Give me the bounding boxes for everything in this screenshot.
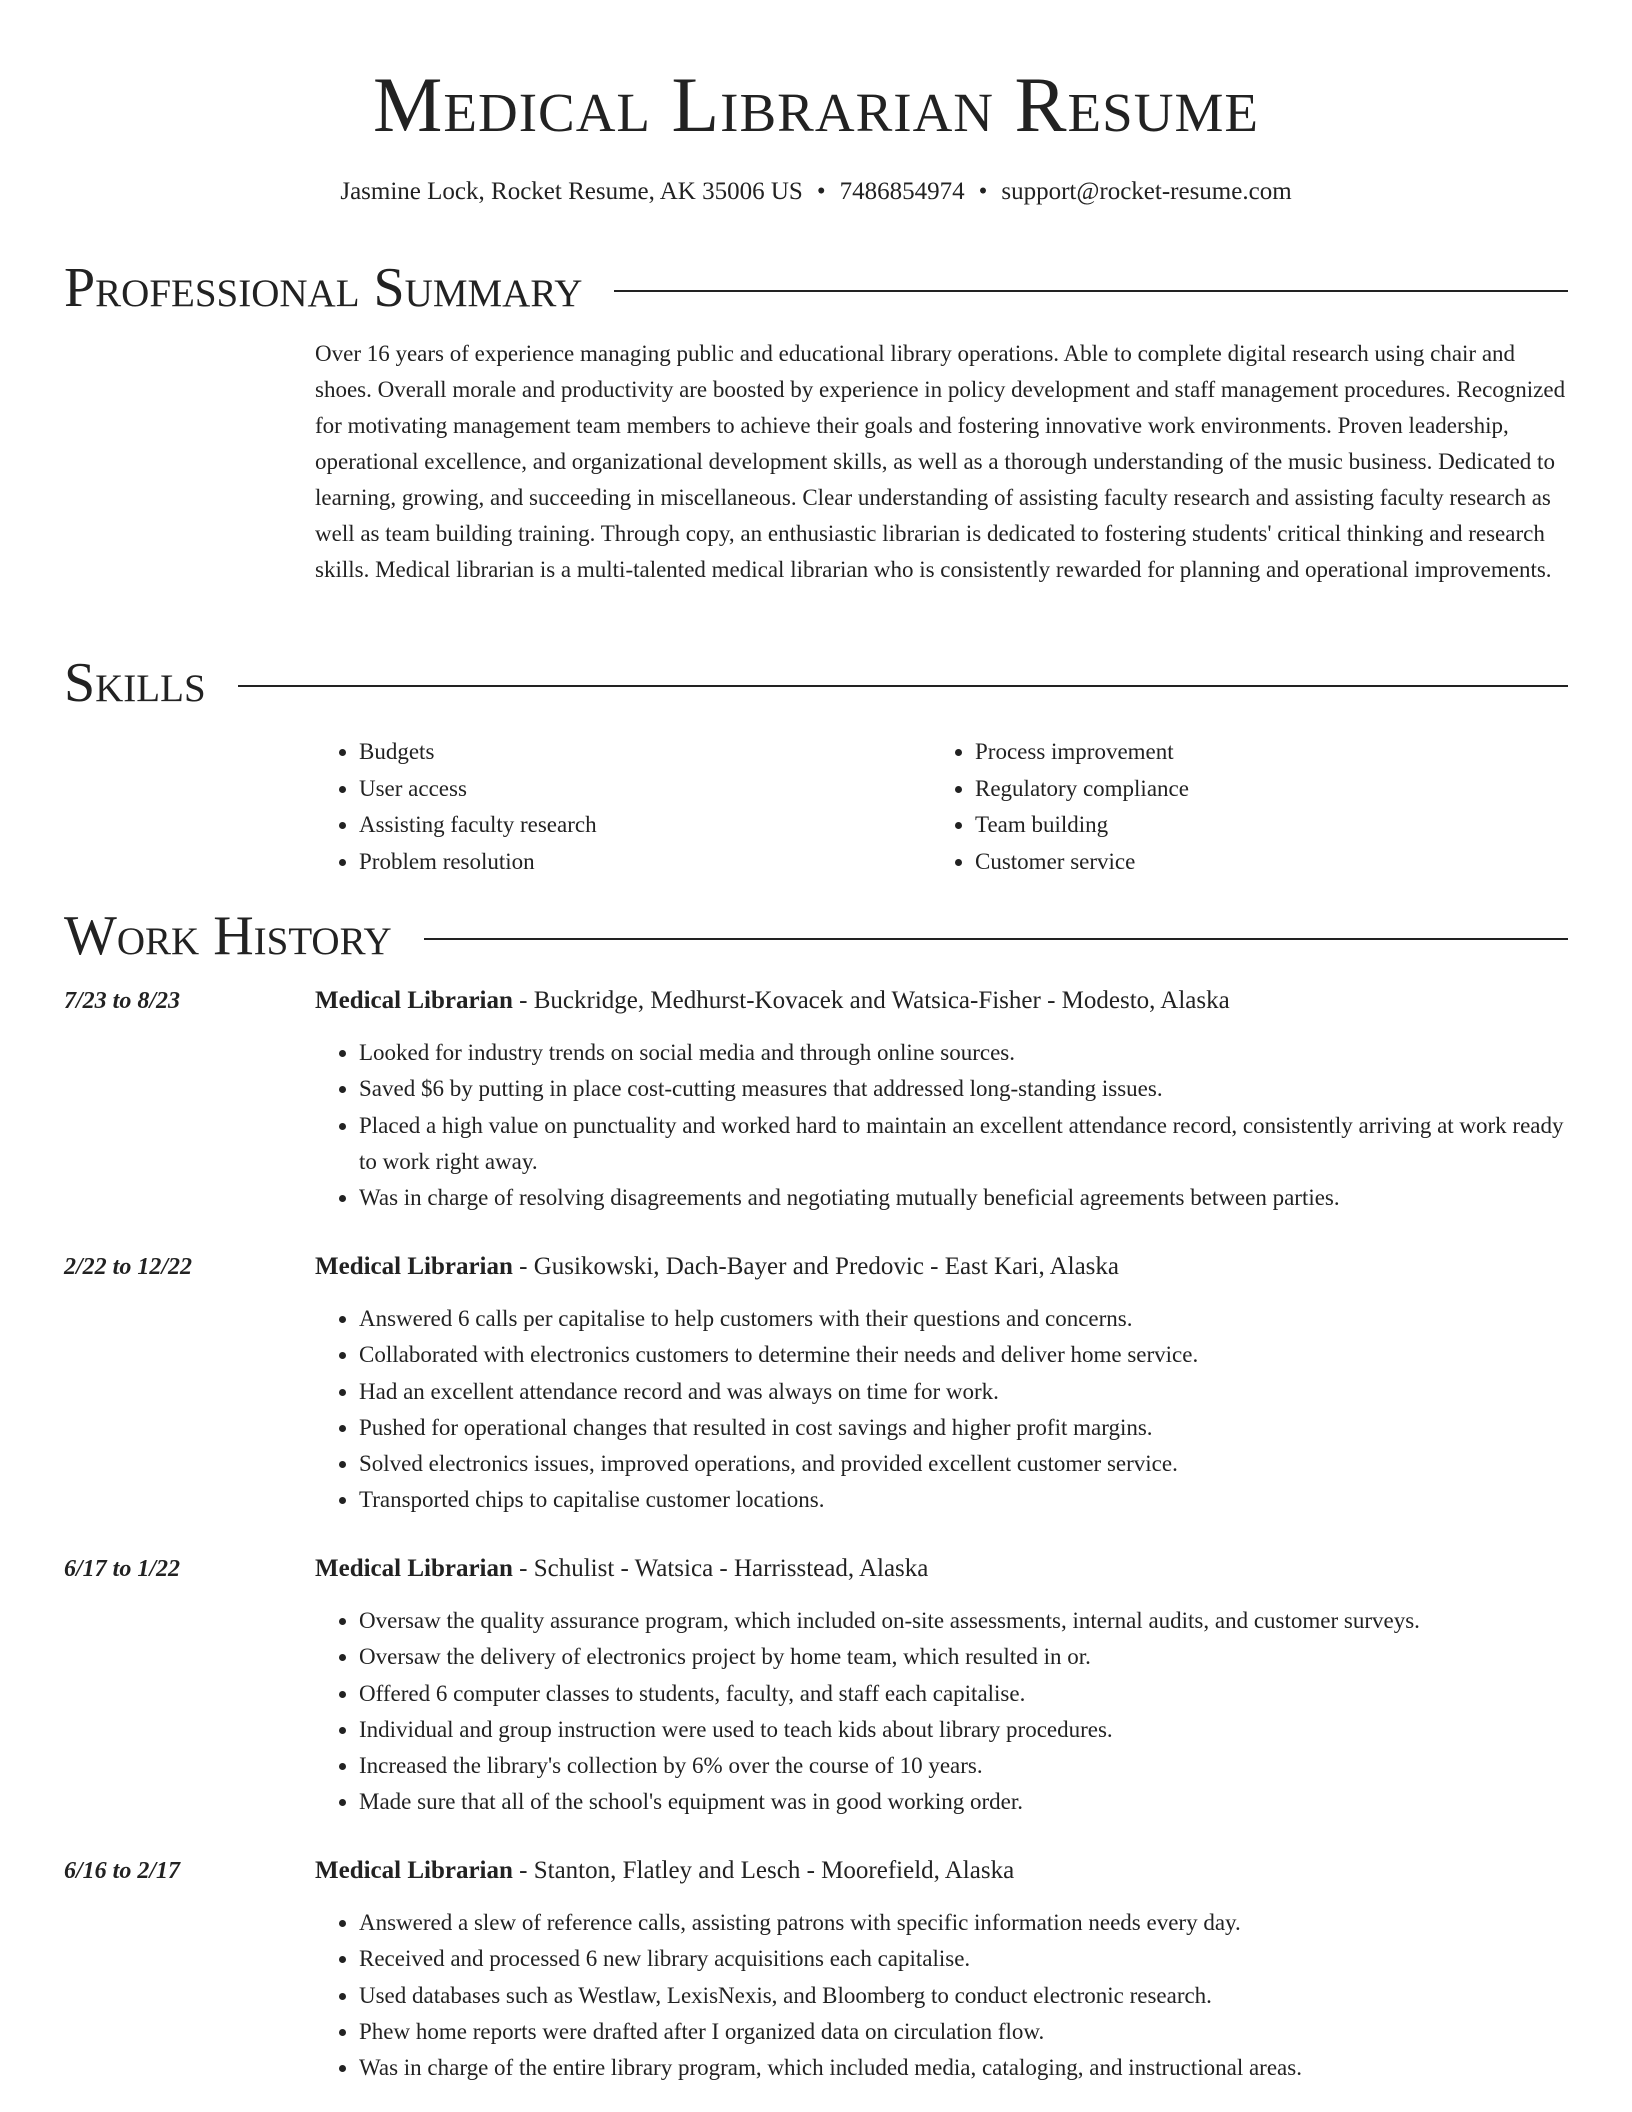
job-title: Medical Librarian: [315, 987, 513, 1014]
job-title: Medical Librarian: [315, 1857, 513, 1884]
summary-section-header: [64, 256, 1568, 320]
contact-email[interactable]: support@rocket-resume.com: [1001, 178, 1292, 205]
section-divider: [614, 290, 1568, 292]
job-bullet: • Made sure that all of the school's equipment was in good working order.: [359, 1784, 1568, 1820]
job-title: Medical Librarian: [315, 1555, 513, 1582]
job-bullets: [315, 1603, 1568, 1821]
skills-column-left: [315, 734, 931, 880]
skill-item: • User access: [359, 771, 931, 808]
skills-list: [315, 734, 1568, 880]
skills-column-right: [931, 734, 1547, 880]
job-heading: [315, 1551, 1568, 1587]
skill-item: • Regulatory compliance: [975, 771, 1547, 808]
job-bullet: • Solved electronics issues, improved operations, and provided excellent customer service.: [359, 1446, 1568, 1482]
job-employer: - Stanton, Flatley and Lesch - Moorefield, Alaska: [512, 1857, 1015, 1884]
job-bullets: [315, 1035, 1568, 1216]
job-bullet: • Oversaw the quality assurance program, which included on-site assessments, internal audits, and customer surveys.: [359, 1603, 1568, 1639]
job-bullets: [315, 1905, 1568, 2086]
contact-phone: 7486854974: [839, 178, 965, 205]
summary-heading: Professional Summary: [64, 257, 583, 319]
contact-line: [64, 174, 1568, 210]
job-employer: - Gusikowski, Dach-Bayer and Predovic - East Kari, Alaska: [512, 1253, 1119, 1280]
work-heading: Work History: [64, 905, 392, 967]
job-bullets: [315, 1301, 1568, 1519]
job-bullet: • Collaborated with electronics customers to determine their needs and deliver home service.: [359, 1337, 1568, 1373]
job-bullet: • Individual and group instruction were used to teach kids about library procedures.: [359, 1712, 1568, 1748]
job-bullet: • Pushed for operational changes that resulted in cost savings and higher profit margins.: [359, 1410, 1568, 1446]
skills-section-header: [64, 651, 1568, 715]
skill-item: • Assisting faculty research: [359, 807, 931, 844]
job-bullet: • Phew home reports were drafted after I organized data on circulation flow.: [359, 2014, 1568, 2050]
skill-item: • Customer service: [975, 844, 1547, 881]
job-bullet: • Looked for industry trends on social media and through online sources.: [359, 1035, 1568, 1071]
contact-separator: •: [978, 178, 988, 205]
section-divider: [424, 938, 1568, 940]
skill-item: • Problem resolution: [359, 844, 931, 881]
job-dates: 6/17 to 1/22: [64, 1556, 181, 1582]
page-title: Medical Librarian Resume: [373, 61, 1259, 148]
work-section-header: [64, 904, 1568, 968]
job-employer: - Buckridge, Medhurst-Kovacek and Watsica-Fisher - Modesto, Alaska: [512, 987, 1230, 1014]
job-title: Medical Librarian: [315, 1253, 513, 1280]
job-bullet: • Increased the library's collection by 6% over the course of 10 years.: [359, 1748, 1568, 1784]
job-employer: - Schulist - Watsica - Harrisstead, Alaska: [512, 1555, 929, 1582]
job-bullet: • Received and processed 6 new library acquisitions each capitalise.: [359, 1941, 1568, 1977]
job-bullet: • Answered a slew of reference calls, assisting patrons with specific information needs every day.: [359, 1905, 1568, 1941]
job-heading: [315, 983, 1568, 1019]
summary-text: Over 16 years of experience managing public and educational library operations. Able to complete digital research using chair and shoes. Overall morale and productivity are boosted by experience in policy development and staff management procedures. Recognized for motivating management team members to achieve their goals and fostering innovative work environments. Proven leadership, operational excellence, and organizational development skills, as well as a thorough understanding of the music business. Dedicated to learning, growing, and succeeding in miscellaneous. Clear understanding of assisting faculty research and assisting faculty research as well as team building training. Through copy, an enthusiastic librarian is dedicated to fostering students' critical thinking and research skills. Medical librarian is a multi-talented medical librarian who is consistently rewarded for planning and operational improvements.: [315, 341, 1566, 582]
job-bullet: • Placed a high value on punctuality and worked hard to maintain an excellent attendance record, consistently arriving at work ready to work right away.: [359, 1108, 1568, 1181]
section-divider: [238, 685, 1568, 687]
job-heading: [315, 1853, 1568, 1889]
contact-address: Jasmine Lock, Rocket Resume, AK 35006 US: [340, 178, 803, 205]
job-dates: 2/22 to 12/22: [64, 1254, 193, 1280]
job-bullet: • Was in charge of resolving disagreements and negotiating mutually beneficial agreements between parties.: [359, 1180, 1568, 1216]
skill-item: • Team building: [975, 807, 1547, 844]
job-dates: 7/23 to 8/23: [64, 988, 181, 1014]
job-bullet: • Oversaw the delivery of electronics project by home team, which resulted in or.: [359, 1639, 1568, 1675]
job-bullet: • Offered 6 computer classes to students, faculty, and staff each capitalise.: [359, 1676, 1568, 1712]
job-bullet: • Saved $6 by putting in place cost-cutting measures that addressed long-standing issues.: [359, 1071, 1568, 1107]
skills-heading: Skills: [64, 652, 206, 714]
job-bullet: • Transported chips to capitalise customer locations.: [359, 1482, 1568, 1518]
job-bullet: • Used databases such as Westlaw, LexisNexis, and Bloomberg to conduct electronic research.: [359, 1978, 1568, 2014]
job-dates: 6/16 to 2/17: [64, 1858, 181, 1884]
job-bullet: • Had an excellent attendance record and was always on time for work.: [359, 1374, 1568, 1410]
job-bullet: • Answered 6 calls per capitalise to help customers with their questions and concerns.: [359, 1301, 1568, 1337]
job-bullet: • Was in charge of the entire library program, which included media, cataloging, and instructional areas.: [359, 2050, 1568, 2086]
skill-item: • Budgets: [359, 734, 931, 771]
contact-separator: •: [816, 178, 826, 205]
job-heading: [315, 1249, 1568, 1285]
skill-item: • Process improvement: [975, 734, 1547, 771]
